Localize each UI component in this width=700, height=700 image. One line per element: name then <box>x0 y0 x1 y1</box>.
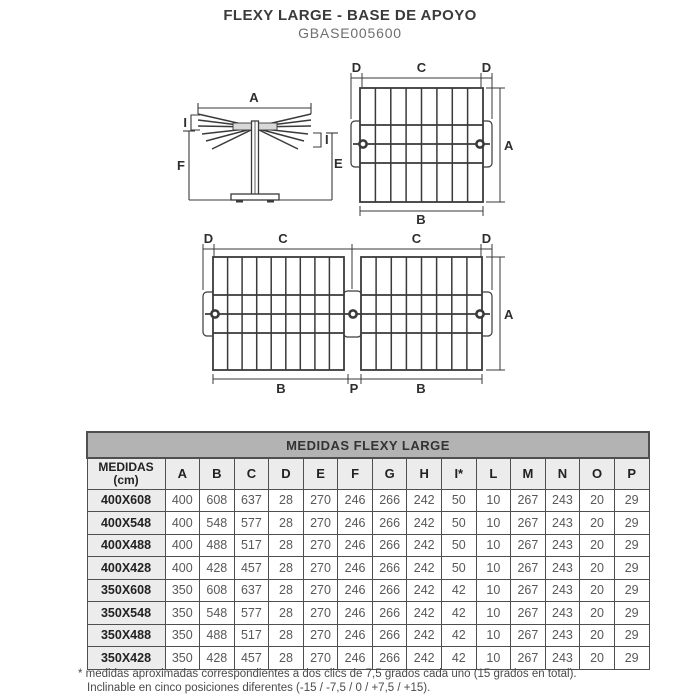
table-cell: 20 <box>580 512 615 535</box>
table-cell: 267 <box>511 512 546 535</box>
table-cell: 29 <box>614 557 649 580</box>
table-cell: 243 <box>545 579 580 602</box>
table-cell: 266 <box>372 489 407 512</box>
table-title: MEDIDAS FLEXY LARGE <box>87 432 649 458</box>
table-cell: 28 <box>269 579 304 602</box>
base-plate <box>231 194 279 200</box>
column-header-c: C <box>234 458 269 489</box>
row-label: 400X608 <box>87 489 165 512</box>
table-cell: 242 <box>407 647 442 670</box>
table-cell: 10 <box>476 489 511 512</box>
table-cell: 42 <box>442 647 477 670</box>
table-cell: 50 <box>442 557 477 580</box>
table-cell: 267 <box>511 534 546 557</box>
dim-label-d: D <box>481 60 492 75</box>
table-cell: 242 <box>407 534 442 557</box>
table-cell: 428 <box>200 647 235 670</box>
medidas-unit: (cm) <box>113 472 139 487</box>
table-cell: 28 <box>269 624 304 647</box>
column-header-d: D <box>269 458 304 489</box>
pivot-joint <box>359 140 366 147</box>
table-cell: 20 <box>580 647 615 670</box>
page-title: FLEXY LARGE - BASE DE APOYO <box>223 7 477 24</box>
table-cell: 10 <box>476 647 511 670</box>
table-cell: 29 <box>614 624 649 647</box>
table-cell: 42 <box>442 624 477 647</box>
product-code: GBASE005600 <box>298 25 402 41</box>
dim-label-d: D <box>481 231 492 246</box>
row-label: 350X428 <box>87 647 165 670</box>
dim-label-b: B <box>416 212 426 227</box>
column-header-o: O <box>580 458 615 489</box>
dim-label-d: D <box>203 231 214 246</box>
table-cell: 242 <box>407 512 442 535</box>
table-cell: 29 <box>614 534 649 557</box>
column-header-m: M <box>511 458 546 489</box>
table-row <box>87 579 649 602</box>
table-cell: 577 <box>234 602 269 625</box>
dim-label-b: B <box>276 381 286 396</box>
table-cell: 243 <box>545 602 580 625</box>
footnote-line1: * medidas aproximadas correspondientes a dos clics de 7,5 grados cada uno (15 grados en total). <box>78 668 577 680</box>
table-header-row <box>87 458 649 489</box>
table-cell: 42 <box>442 602 477 625</box>
table-cell: 10 <box>476 557 511 580</box>
table-cell: 20 <box>580 579 615 602</box>
medidas-label: MEDIDAS <box>98 459 154 474</box>
table-cell: 243 <box>545 489 580 512</box>
table-cell: 10 <box>476 602 511 625</box>
table-cell: 50 <box>442 534 477 557</box>
pivot-joint <box>349 310 356 317</box>
table-cell: 400 <box>165 489 200 512</box>
row-label: 350X548 <box>87 602 165 625</box>
table-cell: 637 <box>234 489 269 512</box>
dim-label-e: E <box>334 156 343 171</box>
table-cell: 270 <box>303 602 338 625</box>
table-body <box>87 489 649 669</box>
table-cell: 28 <box>269 512 304 535</box>
table-cell: 246 <box>338 624 373 647</box>
pivot-joint <box>211 310 218 317</box>
table-cell: 266 <box>372 534 407 557</box>
pivot-joint <box>476 140 483 147</box>
table-cell: 29 <box>614 489 649 512</box>
table-cell: 457 <box>234 647 269 670</box>
table-row <box>87 602 649 625</box>
dim-label-c: C <box>416 60 427 75</box>
table-cell: 50 <box>442 489 477 512</box>
table-row <box>87 489 649 512</box>
table-cell: 28 <box>269 489 304 512</box>
table-cell: 267 <box>511 579 546 602</box>
table-cell: 243 <box>545 557 580 580</box>
column-header-f: F <box>338 458 373 489</box>
table-row <box>87 647 649 670</box>
table-cell: 400 <box>165 534 200 557</box>
table-cell: 242 <box>407 624 442 647</box>
table-cell: 266 <box>372 557 407 580</box>
dim-label-c: C <box>278 231 288 246</box>
table-cell: 548 <box>200 602 235 625</box>
table-cell: 488 <box>200 534 235 557</box>
table-cell: 608 <box>200 579 235 602</box>
table-cell: 242 <box>407 602 442 625</box>
table-cell: 10 <box>476 534 511 557</box>
table-cell: 28 <box>269 602 304 625</box>
table-cell: 243 <box>545 512 580 535</box>
table-cell: 270 <box>303 512 338 535</box>
table-cell: 20 <box>580 534 615 557</box>
table-cell: 28 <box>269 647 304 670</box>
table-cell: 242 <box>407 557 442 580</box>
table-cell: 246 <box>338 489 373 512</box>
table-cell: 20 <box>580 489 615 512</box>
table-cell: 246 <box>338 647 373 670</box>
table-cell: 242 <box>407 489 442 512</box>
table-cell: 42 <box>442 579 477 602</box>
table-cell: 28 <box>269 534 304 557</box>
dim-label-a: A <box>504 307 514 322</box>
table-cell: 637 <box>234 579 269 602</box>
dim-label-a: A <box>504 138 514 153</box>
dim-label-i: I <box>183 115 187 130</box>
table-row <box>87 557 649 580</box>
table-cell: 517 <box>234 624 269 647</box>
table-cell: 29 <box>614 512 649 535</box>
table-cell: 488 <box>200 624 235 647</box>
column-header-p: P <box>614 458 649 489</box>
table-row <box>87 512 649 535</box>
table-cell: 243 <box>545 534 580 557</box>
table-cell: 29 <box>614 602 649 625</box>
table-row <box>87 624 649 647</box>
table-cell: 266 <box>372 579 407 602</box>
row-label: 400X548 <box>87 512 165 535</box>
table-cell: 457 <box>234 557 269 580</box>
table-cell: 350 <box>165 647 200 670</box>
table-cell: 400 <box>165 512 200 535</box>
dim-label-p: P <box>349 381 359 396</box>
table-cell: 20 <box>580 557 615 580</box>
table-cell: 246 <box>338 602 373 625</box>
table-cell: 266 <box>372 602 407 625</box>
top-view-double-diagram <box>203 244 505 384</box>
table-cell: 577 <box>234 512 269 535</box>
row-label: 350X488 <box>87 624 165 647</box>
table-cell: 270 <box>303 489 338 512</box>
table-cell: 266 <box>372 647 407 670</box>
side-view-diagram <box>183 103 338 203</box>
column-header-h: H <box>407 458 442 489</box>
table-cell: 267 <box>511 647 546 670</box>
row-label: 350X608 <box>87 579 165 602</box>
table-cell: 28 <box>269 557 304 580</box>
table-cell: 20 <box>580 602 615 625</box>
table-row <box>87 534 649 557</box>
row-label: 400X428 <box>87 557 165 580</box>
table-cell: 243 <box>545 647 580 670</box>
table-cell: 242 <box>407 579 442 602</box>
dim-label-a: A <box>249 90 259 105</box>
table-cell: 270 <box>303 624 338 647</box>
column-header-medidas <box>87 458 165 489</box>
table-cell: 10 <box>476 579 511 602</box>
table-cell: 267 <box>511 602 546 625</box>
column-header-g: G <box>372 458 407 489</box>
table-cell: 246 <box>338 534 373 557</box>
table-cell: 517 <box>234 534 269 557</box>
table-cell: 270 <box>303 579 338 602</box>
table-cell: 350 <box>165 624 200 647</box>
table-cell: 608 <box>200 489 235 512</box>
top-view-single-diagram <box>351 73 505 216</box>
dim-label-d: D <box>351 60 362 75</box>
dim-label-c: C <box>411 231 422 246</box>
table-cell: 20 <box>580 624 615 647</box>
column-header-l: L <box>476 458 511 489</box>
table-cell: 270 <box>303 557 338 580</box>
table-cell: 246 <box>338 512 373 535</box>
table-cell: 428 <box>200 557 235 580</box>
measurements-table <box>86 431 650 670</box>
table-cell: 350 <box>165 602 200 625</box>
table-cell: 10 <box>476 512 511 535</box>
column-header-b: B <box>200 458 235 489</box>
table-cell: 29 <box>614 579 649 602</box>
table-cell: 50 <box>442 512 477 535</box>
footnote <box>78 668 577 695</box>
table-cell: 267 <box>511 489 546 512</box>
table-cell: 270 <box>303 534 338 557</box>
table-cell: 246 <box>338 579 373 602</box>
pivot-joint <box>476 310 483 317</box>
table-cell: 266 <box>372 512 407 535</box>
column-header-a: A <box>165 458 200 489</box>
column-header-n: N <box>545 458 580 489</box>
table-cell: 350 <box>165 579 200 602</box>
table-cell: 246 <box>338 557 373 580</box>
table-cell: 10 <box>476 624 511 647</box>
table-cell: 548 <box>200 512 235 535</box>
table-cell: 266 <box>372 624 407 647</box>
column-header-e: E <box>303 458 338 489</box>
footnote-line2: Inclinable en cinco posiciones diferentes (-15 / -7,5 / 0 / +7,5 / +15). <box>87 681 431 694</box>
dim-label-i: I <box>325 132 329 147</box>
dim-label-f: F <box>177 158 185 173</box>
table-cell: 400 <box>165 557 200 580</box>
dim-label-b: B <box>416 381 426 396</box>
table-cell: 267 <box>511 557 546 580</box>
table-cell: 270 <box>303 647 338 670</box>
row-label: 400X488 <box>87 534 165 557</box>
table-cell: 29 <box>614 647 649 670</box>
table-cell: 267 <box>511 624 546 647</box>
column-header-i: I* <box>442 458 477 489</box>
table-cell: 243 <box>545 624 580 647</box>
